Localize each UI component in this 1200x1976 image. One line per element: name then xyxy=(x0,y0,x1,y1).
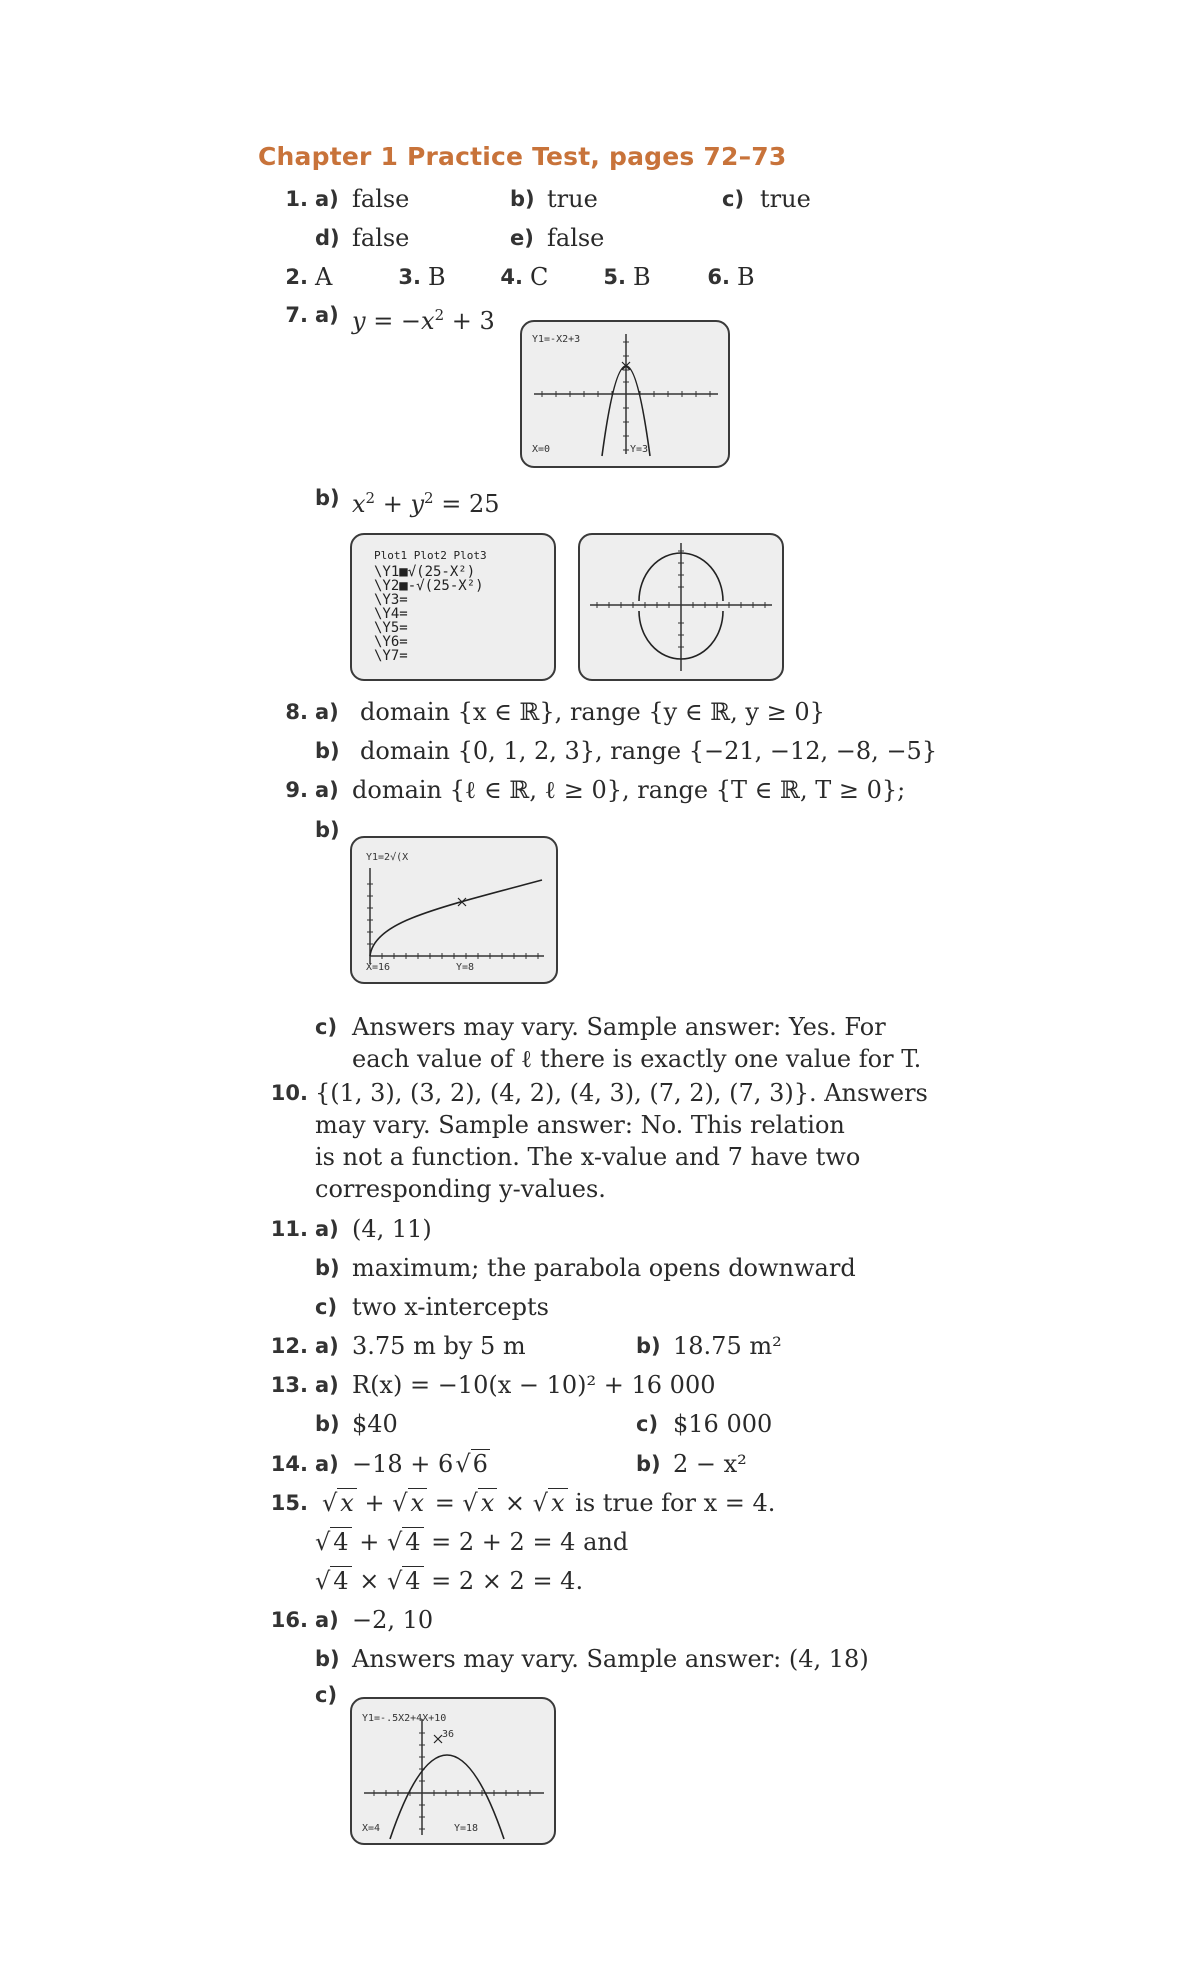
screen-x-readout: X=16 xyxy=(366,962,391,973)
question-number: 5. xyxy=(603,265,626,289)
screen-x-readout: X=0 xyxy=(532,444,551,455)
circle-graph xyxy=(580,535,782,679)
part-label: b) xyxy=(315,486,340,510)
editor-line: \Y2■-√(25-X²) xyxy=(374,578,484,594)
answer-text: {(1, 3), (3, 2), (4, 2), (4, 3), (7, 2), (7, 3)}. Answers xyxy=(315,1079,928,1107)
calculator-screen-7a xyxy=(520,320,730,468)
answer-text: $16 000 xyxy=(673,1410,773,1438)
answer-text: maximum; the parabola opens downward xyxy=(352,1254,856,1282)
answer-text: R(x) = −10(x − 10)² + 16 000 xyxy=(352,1371,716,1399)
part-label: c) xyxy=(636,1412,659,1436)
equation-15-line3: √ 4 × √ 4 = 2 × 2 = 4. xyxy=(315,1567,584,1595)
calculator-screen-7b xyxy=(578,533,784,681)
question-number: 12. xyxy=(270,1334,308,1358)
answer-text: 3.75 m by 5 m xyxy=(352,1332,526,1360)
editor-line: \Y7= xyxy=(374,648,408,664)
answer-text: domain {0, 1, 2, 3}, range {−21, −12, −8, −5} xyxy=(360,737,938,765)
part-label: d) xyxy=(315,226,340,250)
part-label: a) xyxy=(315,1334,339,1358)
answer-text: = 2 + 2 = 4 and xyxy=(431,1528,629,1556)
question-number: 16. xyxy=(270,1608,308,1632)
answer-text: may vary. Sample answer: No. This relation xyxy=(315,1111,845,1139)
part-label: a) xyxy=(315,778,339,802)
answer-text: −2, 10 xyxy=(352,1606,434,1634)
question-number: 13. xyxy=(270,1373,308,1397)
answer-text: 18.75 m² xyxy=(673,1332,782,1360)
editor-line: \Y1■√(25-X²) xyxy=(374,564,476,580)
y-editor xyxy=(374,549,487,663)
part-label: c) xyxy=(315,1295,338,1319)
screen-function-label: Y1=2√(X xyxy=(366,852,409,863)
part-label: a) xyxy=(315,1452,339,1476)
answer-text: B xyxy=(428,263,446,291)
screen-x-readout: X=4 xyxy=(362,1823,381,1834)
screen-y-readout: Y=3 xyxy=(630,444,649,455)
answer-text: true xyxy=(760,185,811,213)
answer-text: $40 xyxy=(352,1410,398,1438)
equation-7a: $y = -x^2 + 3$ xyxy=(352,306,495,335)
answer-text: −18 + 6 xyxy=(352,1450,454,1478)
answer-text: corresponding y-values. xyxy=(315,1175,606,1203)
equation-15-line2: √ 4 + √ 4 = 2 + 2 = 4 and xyxy=(315,1528,629,1556)
question-number: 2. xyxy=(285,265,308,289)
part-label: e) xyxy=(510,226,534,250)
answer-text: true xyxy=(547,185,598,213)
part-label: b) xyxy=(315,1412,340,1436)
part-label: a) xyxy=(315,187,339,211)
question-number: 14. xyxy=(270,1452,308,1476)
answer-text: A xyxy=(315,263,333,291)
part-label: a) xyxy=(315,1217,339,1241)
answer-text: 2 − x² xyxy=(673,1450,747,1478)
question-number: 15. xyxy=(270,1491,308,1515)
question-number: 10. xyxy=(270,1081,308,1105)
part-label: b) xyxy=(636,1334,661,1358)
part-label: a) xyxy=(315,700,339,724)
editor-line: \Y4= xyxy=(374,606,408,622)
question-number: 7. xyxy=(285,303,308,327)
answer-text: = 2 × 2 = 4. xyxy=(431,1567,584,1595)
answer-text: Answers may vary. Sample answer: (4, 18) xyxy=(352,1645,869,1673)
answer-text: domain {x ∈ ℝ}, range {y ∈ ℝ, y ≥ 0} xyxy=(360,698,825,726)
answer-text: each value of ℓ there is exactly one value for T. xyxy=(352,1045,922,1073)
part-label: b) xyxy=(510,187,535,211)
question-number: 3. xyxy=(398,265,421,289)
editor-line: \Y5= xyxy=(374,620,408,636)
part-label: a) xyxy=(315,1608,339,1632)
page-title: Chapter 1 Practice Test, pages 72–73 xyxy=(258,142,787,171)
screen-function-label: Y1=-X2+3 xyxy=(532,334,581,345)
question-number: 11. xyxy=(270,1217,308,1241)
equation-15-line1: √ x + √ x = √ x × √ x is true for x = 4. xyxy=(322,1489,776,1517)
answer-text: false xyxy=(352,185,410,213)
question-number: 8. xyxy=(285,700,308,724)
screen-y-readout: Y=8 xyxy=(456,962,475,973)
part-label: b) xyxy=(315,1256,340,1280)
part-label: c) xyxy=(722,187,745,211)
plot-header: Plot1 Plot2 Plot3 xyxy=(374,549,487,562)
part-label: a) xyxy=(315,1373,339,1397)
equation-7b: $x^2 + y^2 = 25$ xyxy=(352,489,500,518)
part-label: c) xyxy=(315,1015,338,1039)
answer-text: B xyxy=(633,263,651,291)
answer-14a: −18 + 6√6 xyxy=(352,1450,488,1478)
part-label: c) xyxy=(315,1683,338,1707)
screen-function-label: Y1=-.5X2+4X+10 xyxy=(362,1713,447,1724)
part-label: b) xyxy=(315,739,340,763)
part-label: b) xyxy=(315,818,340,842)
editor-line: \Y3= xyxy=(374,592,408,608)
part-label: a) xyxy=(315,303,339,327)
question-number: 1. xyxy=(285,187,308,211)
answer-text: false xyxy=(352,224,410,252)
question-number: 6. xyxy=(707,265,730,289)
calculator-editor-screen xyxy=(350,533,556,681)
answer-text: Answers may vary. Sample answer: Yes. For xyxy=(352,1013,886,1041)
answer-text: two x-intercepts xyxy=(352,1293,549,1321)
question-number: 9. xyxy=(285,778,308,802)
screen-marker-label: 36 xyxy=(442,1729,455,1740)
calculator-screen-9b xyxy=(350,836,558,984)
radicand: 6 xyxy=(472,1450,488,1478)
screen-y-readout: Y=18 xyxy=(454,1823,479,1834)
question-number: 4. xyxy=(500,265,523,289)
answer-text: C xyxy=(530,263,549,291)
editor-line: \Y6= xyxy=(374,634,408,650)
answer-text: B xyxy=(737,263,755,291)
part-label: b) xyxy=(315,1647,340,1671)
answer-text: (4, 11) xyxy=(352,1215,432,1243)
part-label: b) xyxy=(636,1452,661,1476)
calculator-screen-16c xyxy=(350,1697,556,1845)
answer-text: is not a function. The x-value and 7 have two xyxy=(315,1143,861,1171)
answer-text: is true for x = 4. xyxy=(575,1489,776,1517)
answer-text: domain {ℓ ∈ ℝ, ℓ ≥ 0}, range {T ∈ ℝ, T ≥ 0}; xyxy=(352,776,906,804)
answer-text: false xyxy=(547,224,605,252)
